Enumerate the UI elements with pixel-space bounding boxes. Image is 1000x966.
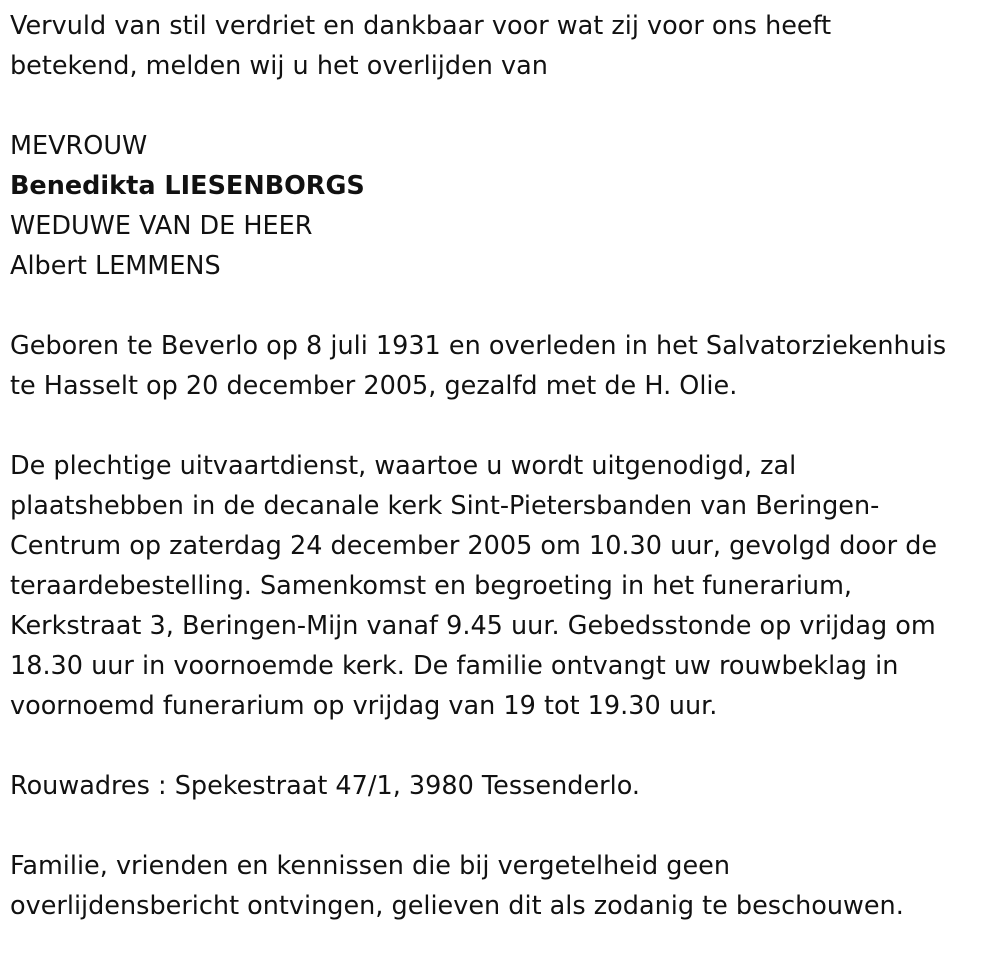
deceased-name: Benedikta LIESENBORGS <box>10 171 365 201</box>
intro-paragraph: Vervuld van stil verdriet en dankbaar voor wat zij voor ons heeft betekend, melden wij u het overlijden van <box>10 11 832 81</box>
spacer <box>10 406 1000 446</box>
spacer <box>10 86 1000 126</box>
closing-paragraph: Familie, vrienden en kennissen die bij vergetelheid geen overlijdensbericht ontvingen, gelieven dit als zodanig te beschouwen. <box>10 851 904 921</box>
deceased-relation: WEDUWE VAN DE HEER <box>10 211 313 241</box>
spacer <box>10 806 1000 846</box>
mourning-address: Rouwadres : Spekestraat 47/1, 3980 Tessenderlo. <box>10 771 640 801</box>
birth-death-paragraph: Geboren te Beverlo op 8 juli 1931 en overleden in het Salvatorziekenhuis te Hasselt op 20 december 2005, gezalfd met de H. Olie. <box>10 331 947 401</box>
spacer <box>10 726 1000 766</box>
spouse-name: Albert LEMMENS <box>10 251 221 281</box>
funeral-paragraph: De plechtige uitvaartdienst, waartoe u wordt uitgenodigd, zal plaatshebben in de decanale kerk Sint-Pietersbanden van Beringen- Centrum op zaterdag 24 december 2005 om 10.30 uur, gevolgd door de teraardebestelling. Samenkomst en begroeting in het funerarium, Kerkstraat 3, Beringen-Mijn vanaf 9.45 uur. Gebedsstonde op vrijdag om 18.30 uur in voornoemde kerk. De familie ontvangt uw rouwbeklag in voornoemd funerarium op vrijdag van 19 tot 19.30 uur. <box>10 451 938 721</box>
spacer <box>10 286 1000 326</box>
deceased-title: MEVROUW <box>10 131 148 161</box>
